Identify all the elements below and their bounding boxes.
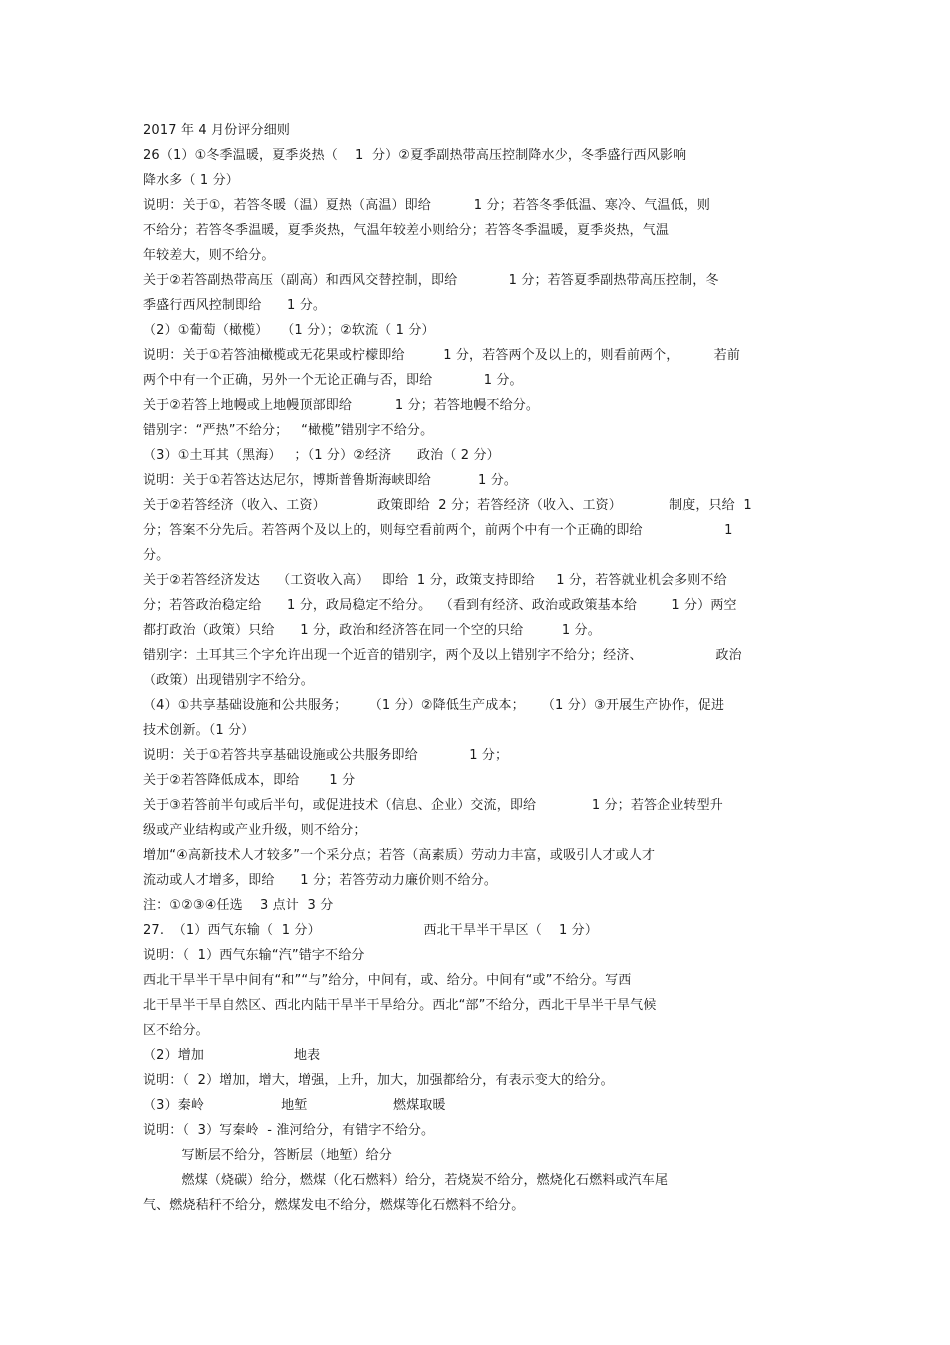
text-line: 27. （1）西气东输（ 1 分） 西北干旱半干旱区（ 1 分） [143, 923, 598, 938]
text-line: 说明：关于①若答油橄榄或无花果或柠檬即给 1 分，若答两个及以上的，则看前两个， 若前 [143, 348, 741, 363]
text-line: 不给分；若答冬季温暖，夏季炎热，气温年较差小则给分；若答冬季温暖，夏季炎热，气温 [143, 223, 670, 238]
text-line: 关于②若答上地幔或上地幔顶部即给 1 分；若答地幔不给分。 [143, 398, 540, 413]
text-line: 说明：（ 1）西气东输“汽”错字不给分 [143, 948, 365, 963]
text-line: 气、燃烧秸秆不给分，燃煤发电不给分，燃煤等化石燃料不给分。 [143, 1198, 525, 1213]
text-line: （政策）出现错别字不给分。 [143, 673, 314, 688]
text-line: 增加“④高新技术人才较多”一个采分点；若答（高素质）劳动力丰富，或吸引人才或人才 [143, 848, 656, 863]
text-line: 说明：关于①，若答冬暖（温）夏热（高温）即给 1 分；若答冬季低温、寒冷、气温低，则 [143, 198, 711, 213]
text-line: 关于③若答前半句或后半句，或促进技术（信息、企业）交流，即给 1 分；若答企业转型升 [143, 798, 723, 813]
text-line: 说明：关于①若答达达尼尔，博斯普鲁斯海峡即给 1 分。 [143, 473, 518, 488]
text-line: 注：①②③④任选 3 点计 3 分 [143, 898, 334, 913]
text-line: （3）①土耳其（黑海） ；（1 分）②经济 政治（ 2 分） [143, 448, 500, 463]
document-title: 2017 年 4 月份评分细则 [143, 123, 291, 138]
text-line: 关于②若答经济发达 （工资收入高） 即给 1 分，政策支持即给 1 分，若答就业机会多则不给 [143, 573, 727, 588]
text-line: 季盛行西风控制即给 1 分。 [143, 298, 327, 313]
text-line: 燃煤（烧碳）给分，燃煤（化石燃料）给分，若烧炭不给分，燃烧化石燃料或汽车尾 [143, 1173, 669, 1188]
text-line: （4）①共享基础设施和公共服务； （1 分）②降低生产成本； （1 分）③开展生产协作，促进 [143, 698, 725, 713]
text-line: 级或产业结构或产业升级，则不给分； [143, 823, 367, 838]
text-line: 说明：关于①若答共享基础设施或公共服务即给 1 分； [143, 748, 509, 763]
text-line: 错别字：“严热”不给分； “橄榄”错别字不给分。 [143, 423, 434, 438]
text-line: 分；若答政治稳定给 1 分，政局稳定不给分。 （看到有经济、政治或政策基本给 1 分）两空 [143, 598, 737, 613]
text-line: 北干旱半干旱自然区、西北内陆干旱半干旱给分。西北“部”不给分，西北干旱半干旱气候 [143, 998, 657, 1013]
text-line: 关于②若答降低成本，即给 1 分 [143, 773, 356, 788]
text-line: 西北干旱半干旱中间有“和”“与”给分，中间有，或、给分。中间有“或”不给分。写西 [143, 973, 632, 988]
text-line: 流动或人才增多，即给 1 分；若答劳动力廉价则不给分。 [143, 873, 497, 888]
text-line: 年较差大，则不给分。 [143, 248, 275, 263]
text-line: 错别字：土耳其三个字允许出现一个近音的错别字，两个及以上错别字不给分；经济、 政治 [143, 648, 742, 663]
scoring-rules-document [143, 118, 823, 1218]
text-line: 分；答案不分先后。若答两个及以上的，则每空看前两个，前两个中有一个正确的即给 1 [143, 523, 733, 538]
text-line: （3）秦岭 地堑 燃煤取暖 [143, 1098, 446, 1113]
text-line: 两个中有一个正确，另外一个无论正确与否，即给 1 分。 [143, 373, 523, 388]
text-line: 分。 [143, 548, 170, 563]
text-line: 都打政治（政策）只给 1 分，政治和经济答在同一个空的只给 1 分。 [143, 623, 601, 638]
text-line: （2）①葡萄（橄榄） （1 分）；②软流（ 1 分） [143, 323, 435, 338]
text-line: 关于②若答经济（收入、工资） 政策即给 2 分；若答经济（收入、工资） 制度，只给 1 [143, 498, 752, 513]
text-line: 26（1）①冬季温暖，夏季炎热（ 1 分）②夏季副热带高压控制降水少，冬季盛行西风影响 [143, 148, 687, 163]
text-line: 技术创新。（1 分） [143, 723, 255, 738]
text-line: 写断层不给分，答断层（地堑）给分 [143, 1148, 392, 1163]
text-line: 区不给分。 [143, 1023, 209, 1038]
text-line: （2）增加 地表 [143, 1048, 321, 1063]
text-line: 降水多（ 1 分） [143, 173, 239, 188]
text-line: 关于②若答副热带高压（副高）和西风交替控制，即给 1 分；若答夏季副热带高压控制，冬 [143, 273, 719, 288]
text-line: 说明：（ 3）写秦岭 - 淮河给分，有错字不给分。 [143, 1123, 435, 1138]
text-line: 说明：（ 2）增加，增大，增强，上升，加大，加强都给分，有表示变大的给分。 [143, 1073, 614, 1088]
